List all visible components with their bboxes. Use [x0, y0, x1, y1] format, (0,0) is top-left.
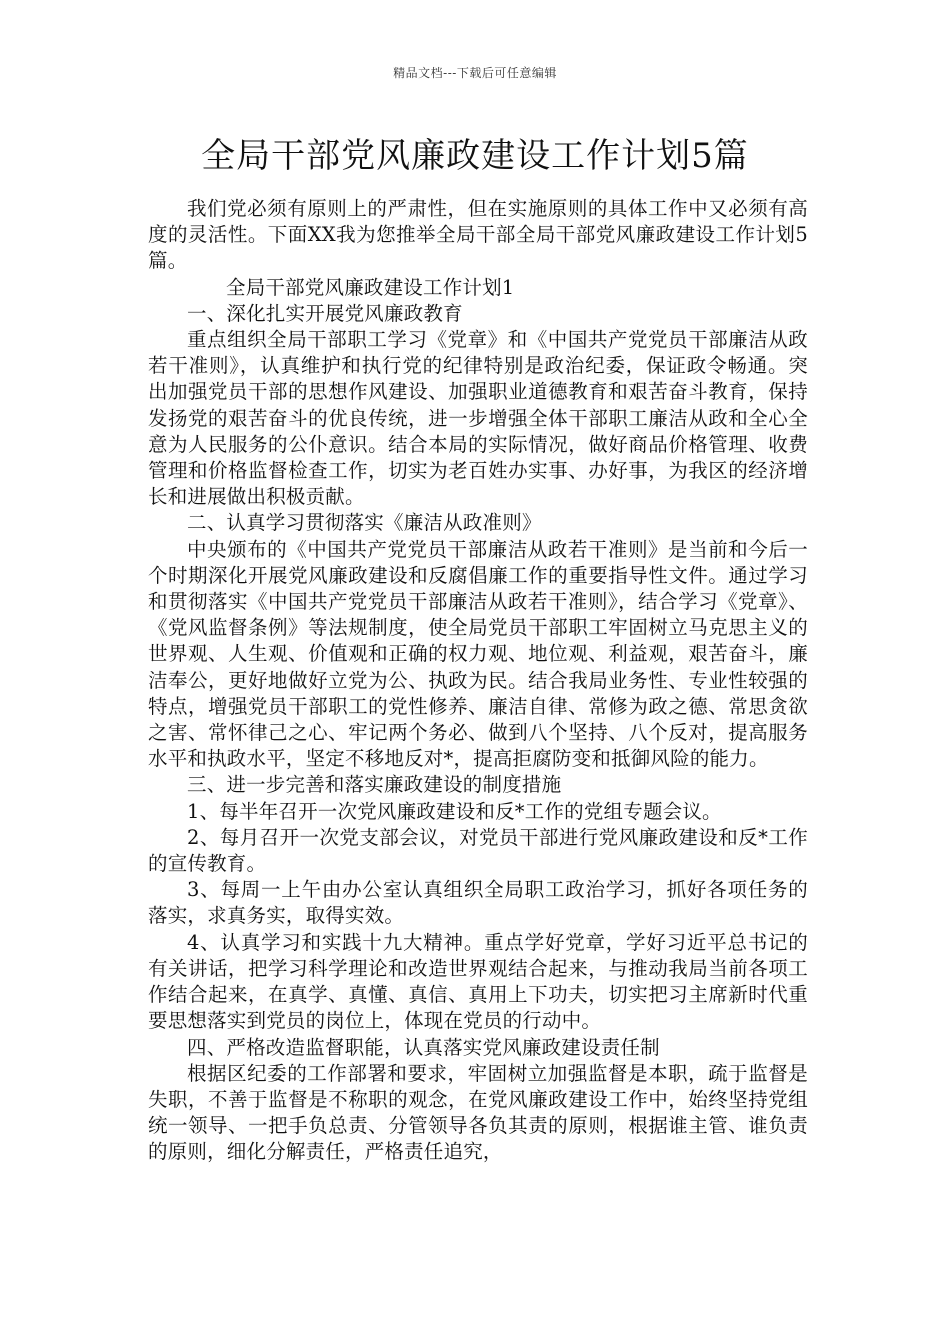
measure-item-4: 4、认真学习和实践十九大精神。重点学好党章，学好习近平总书记的有关讲话，把学习科学理论和改造世界观结合起来，与推动我局当前各项工作结合起来，在真学、真懂、真信、真用上下功夫，切实把习主席新时代重要思想落实到党员的岗位上，体现在党员的行动中。 — [148, 930, 808, 1033]
document-title: 全局干部党风廉政建设工作计划5篇 — [201, 136, 749, 176]
section-heading-1: 一、深化扎实开展党风廉政教育 — [187, 301, 463, 325]
section-2-paragraph: 中央颁布的《中国共产党党员干部廉洁从政若干准则》是当前和今后一个时期深化开展党风廉政建设和反腐倡廉工作的重要指导性文件。通过学习和贯彻落实《中国共产党党员干部廉洁从政若干准则》，结合学习《党章》、《党风监督条例》等法规制度，使全局党员干部职工牢固树立马克思主义的世界观、人生观、价值观和正确的权力观、地位观、利益观，艰苦奋斗，廉洁奉公，更好地做好立党为公、执政为民。结合我局业务性、专业性较强的特点，增强党员干部职工的党性修养、廉洁自律、常修为政之德、常思贪欲之害、常怀律己之心、牢记两个务必、做到八个坚持、八个反对，提高服务水平和执政水平，坚定不移地反对*，提高拒腐防变和抵御风险的能力。 — [148, 537, 808, 771]
document-body — [148, 196, 808, 1166]
measure-item-3: 3、每周一上午由办公室认真组织全局职工政治学习，抓好各项任务的落实，求真务实，取得实效。 — [148, 878, 808, 928]
section-heading-4: 四、严格改造监督职能，认真落实党风廉政建设责任制 — [187, 1035, 660, 1059]
intro-paragraph: 我们党必须有原则上的严肃性，但在实施原则的具体工作中又必须有高度的灵活性。下面XX我为您推举全局干部全局干部党风廉政建设工作计划5篇。 — [148, 197, 808, 273]
measure-item-1: 1、每半年召开一次党风廉政建设和反*工作的党组专题会议。 — [187, 799, 722, 823]
measure-item-2: 2、每月召开一次党支部会议，对党员干部进行党风廉政建设和反*工作的宣传教育。 — [148, 825, 808, 876]
section-1-paragraph: 重点组织全局干部职工学习《党章》和《中国共产党党员干部廉洁从政若干准则》，认真维护和执行党的纪律特别是政治纪委，保证政令畅通。突出加强党员干部的思想作风建设、加强职业道德教育和艰苦奋斗教育，保持发扬党的艰苦奋斗的优良传统，进一步增强全体干部职工廉洁从政和全心全意为人民服务的公仆意识。结合本局的实际情况，做好商品价格管理、收费管理和价格监督检查工作，切实为老百姓办实事、办好事，为我区的经济增长和进展做出积极贡献。 — [148, 328, 808, 509]
document-header-note: 精品文档---下载后可任意编辑 — [393, 66, 557, 80]
plan-subtitle: 全局干部党风廉政建设工作计划1 — [226, 275, 515, 299]
section-heading-2: 二、认真学习贯彻落实《廉洁从政准则》 — [187, 511, 542, 535]
section-4-paragraph: 根据区纪委的工作部署和要求，牢固树立加强监督是本职，疏于监督是失职，不善于监督是不称职的观念，在党风廉政建设工作中，始终坚持党组统一领导、一把手负总责、分管领导各负其责的原则，根据谁主管、谁负责的原则，细化分解责任，严格责任追究， — [148, 1061, 808, 1164]
section-heading-3: 三、进一步完善和落实廉政建设的制度措施 — [187, 773, 562, 797]
